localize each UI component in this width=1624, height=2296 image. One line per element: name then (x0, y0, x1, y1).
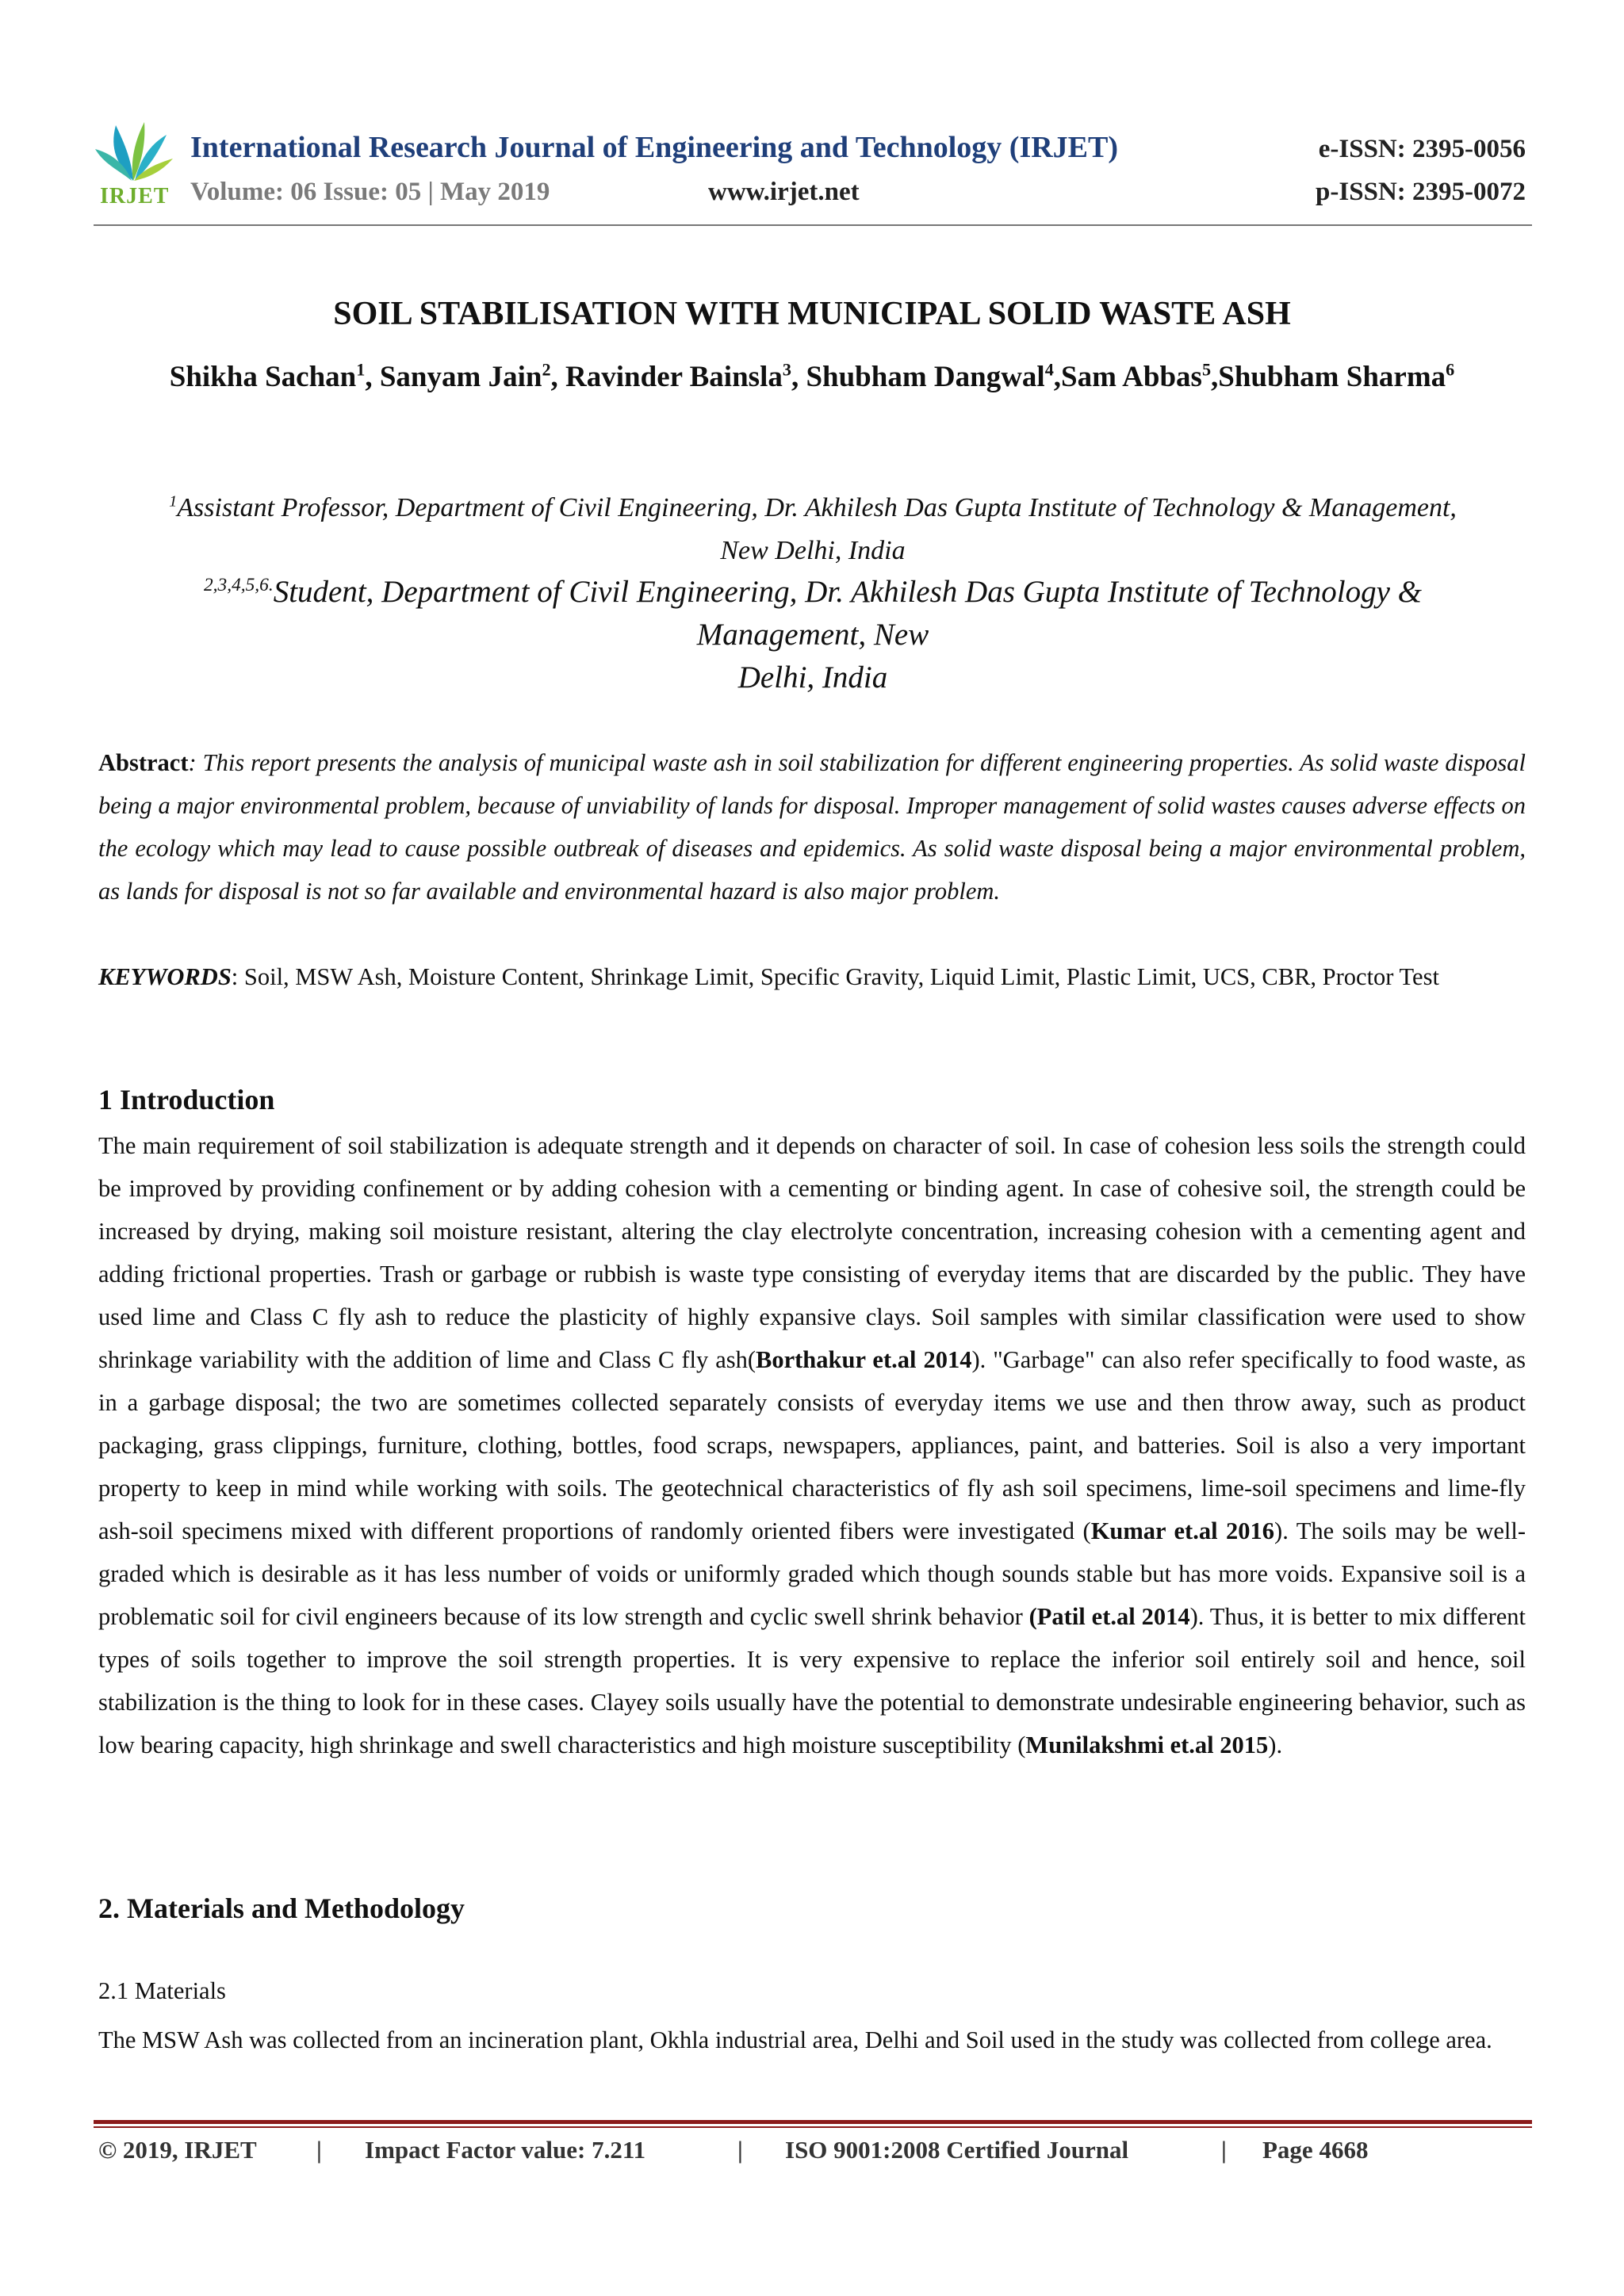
footer-separator: | (1221, 2136, 1227, 2164)
keywords-text: : Soil, MSW Ash, Moisture Content, Shrinkage Limit, Specific Gravity, Liquid Limit, Plastic Limit, UCS, CBR, Proctor Test (231, 963, 1439, 990)
abstract-label: Abstract (98, 749, 189, 776)
footer-separator: | (316, 2136, 322, 2164)
abstract (98, 741, 1526, 913)
author-name: , Shubham Dangwal (791, 361, 1045, 393)
paragraph-text: ). The soils may be well-graded which is desirable as it has less number of voids or uniformly graded which though sounds stable but has more voids. Expansive soil is a problematic soil for civil engineers because of its low strength and cyclic swell shrink behavior (98, 1517, 1526, 1630)
paragraph-text: The main requirement of soil stabilization is adequate strength and it depends on character of soil. In case of cohesion less soils the strength could be improved by providing confinement or by adding cohesion with a cementing or binding agent. In case of cohesive soil, the strength could be increased by drying, making soil moisture resistant, altering the clay electrolyte concentration, increasing cohesion with a cementing agent and adding frictional properties. Trash or garbage or rubbish is waste type consisting of everyday items that are discarded by the public. They have used lime and Class C fly ash to reduce the plasticity of highly expansive clays. Soil samples with similar classification were used to show shrinkage variability with the addition of lime and Class C fly ash( (98, 1132, 1526, 1373)
author-sup: 3 (782, 359, 791, 380)
citation: (Patil et.al 2014 (1028, 1603, 1190, 1630)
author-list (119, 355, 1505, 400)
author-sup: 5 (1201, 359, 1212, 380)
author-sup: 1 (356, 359, 366, 380)
paragraph-text: ). Thus, it is better to mix different types of soils together to improve the soil strength properties. It is very expensive to replace the inferior soil entirely soil and hence, soil stabilization is the thing to look for in these cases. Clayey soils usually have the potential to demonstrate undesirable engineering behavior, such as low bearing capacity, high shrinkage and swell characteristics and high moisture susceptibility ( (98, 1603, 1526, 1758)
affiliation-2 (143, 571, 1483, 699)
author-name: ,Shubham Sharma (1211, 361, 1446, 393)
author-sup: 4 (1044, 359, 1054, 380)
footer-page-number: Page 4668 (1262, 2136, 1369, 2164)
author-name: ,Sam Abbas (1053, 361, 1202, 393)
footer-separator: | (737, 2136, 743, 2164)
keywords (98, 955, 1526, 998)
affiliation-1 (143, 487, 1483, 572)
affiliation-sup: 2,3,4,5,6. (203, 575, 274, 595)
section-heading-introduction: 1 Introduction (98, 1084, 275, 1115)
section-heading-materials: 2. Materials and Methodology (98, 1892, 465, 1924)
leaf-logo-icon (94, 117, 173, 189)
paragraph-text: ). "Garbage" can also refer specifically to food waste, as in a garbage disposal; the two are sometimes collected separately consists of everyday items we use and then throw away, such as product packaging, grass clippings, furniture, clothing, bottles, food scraps, newspapers, appliances, paint, and batteries. Soil is also a very important property to keep in mind while working with soils. The geotechnical characteristics of fly ash soil specimens, lime-soil specimens and lime-fly ash-soil specimens mixed with different proportions of randomly oriented fibers were investigated ( (98, 1346, 1526, 1544)
materials-paragraph: The MSW Ash was collected from an incineration plant, Okhla industrial area, Delhi and Soil used in the study was collected from college area. (98, 2026, 1492, 2053)
p-issn: p-ISSN: 2395-0072 (1316, 178, 1526, 206)
citation: Kumar et.al 2016 (1090, 1517, 1275, 1544)
subsection-heading-materials: 2.1 Materials (98, 1977, 226, 2004)
journal-url[interactable]: www.irjet.net (708, 178, 860, 206)
author-name: , Ravinder Bainsla (550, 361, 783, 393)
author-sup: 2 (542, 359, 551, 380)
author-name: , Sanyam Jain (365, 361, 542, 393)
affiliation-text: Student, Department of Civil Engineering, Dr. Akhilesh Das Gupta Institute of Technology & Management, New (273, 575, 1422, 652)
paragraph-text: ). (1268, 1732, 1283, 1758)
journal-name: International Research Journal of Engineering and Technology (IRJET) (190, 131, 1119, 164)
footer-rule-thin (94, 2126, 1532, 2128)
introduction-paragraph (98, 1124, 1526, 1766)
author-sup: 6 (1446, 359, 1455, 380)
irjet-logo (94, 117, 181, 212)
affiliation-text: Delhi, India (737, 660, 888, 695)
footer-copyright: © 2019, IRJET (98, 2136, 257, 2164)
paper-title: SOIL STABILISATION WITH MUNICIPAL SOLID WASTE ASH (333, 296, 1291, 332)
author-name: Shikha Sachan (169, 361, 357, 393)
journal-header (94, 117, 1530, 228)
e-issn: e-ISSN: 2395-0056 (1318, 135, 1526, 163)
footer-iso: ISO 9001:2008 Certified Journal (785, 2136, 1129, 2164)
abstract-text: : This report presents the analysis of municipal waste ash in soil stabilization for different engineering properties. As solid waste disposal being a major environmental problem, because of unviability of lands for disposal. Improper management of solid wastes causes adverse effects on the ecology which may lead to cause possible outbreak of diseases and epidemics. As solid waste disposal being a major environmental problem, as lands for disposal is not so far available and environmental hazard is also major problem. (98, 749, 1526, 905)
volume-issue: Volume: 06 Issue: 05 | May 2019 (190, 178, 550, 206)
affiliation-text: Assistant Professor, Department of Civil Engineering, Dr. Akhilesh Das Gupta Institute of Technology & Management, New Delhi, India (177, 493, 1457, 565)
affiliation-sup: 1 (169, 492, 178, 511)
footer-impact-factor: Impact Factor value: 7.211 (365, 2136, 646, 2164)
keywords-label: KEYWORDS (98, 963, 232, 990)
citation: Borthakur et.al 2014 (756, 1346, 972, 1373)
citation: Munilakshmi et.al 2015 (1025, 1732, 1269, 1758)
logo-text: IRJET (100, 184, 170, 209)
footer-rule-thick (94, 2120, 1532, 2124)
header-divider (94, 224, 1532, 226)
